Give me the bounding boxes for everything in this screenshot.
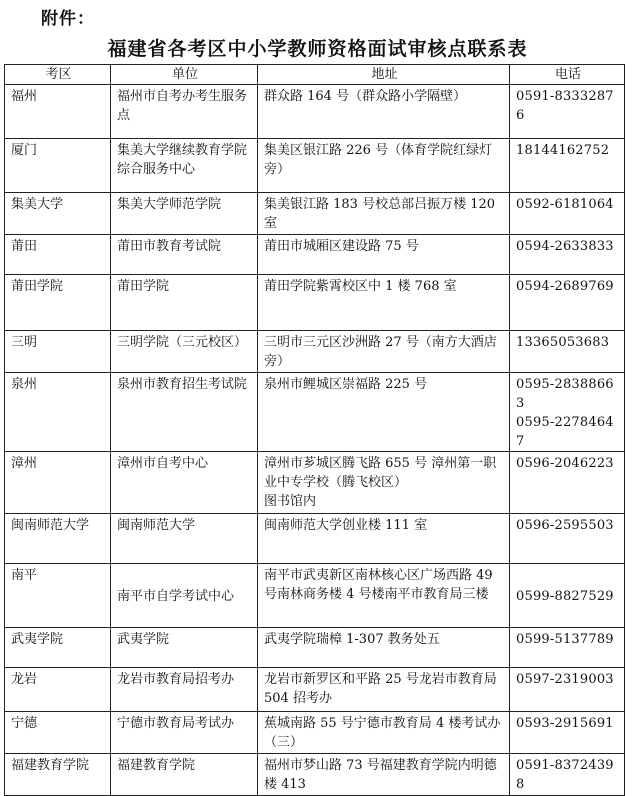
phone-cell: 0592-6181064	[510, 193, 625, 235]
address-cell: 武夷学院瑞樟 1-307 教务处五	[258, 628, 510, 668]
unit-cell: 莆田市教育考试院	[111, 235, 258, 275]
address-cell: 集美区银江路 226 号（体育学院红绿灯旁）	[258, 139, 510, 193]
unit-cell: 武夷学院	[111, 628, 258, 668]
phone-cell: 0596-2046223	[510, 452, 625, 514]
column-header-unit: 单位	[111, 65, 258, 85]
table-row	[5, 373, 625, 452]
phone-cell: 0593-2915691	[510, 712, 625, 754]
address-cell: 莆田学院紫霄校区中 1 楼 768 室	[258, 275, 510, 331]
unit-cell: 集美大学继续教育学院综合服务中心	[111, 139, 258, 193]
column-header-address: 地址	[258, 65, 510, 85]
unit-cell: 漳州市自考中心	[111, 452, 258, 514]
address-cell: 三明市三元区沙洲路 27 号（南方大酒店旁）	[258, 331, 510, 373]
address-cell: 群众路 164 号（群众路小学隔壁）	[258, 85, 510, 139]
unit-cell: 龙岩市教育局招考办	[111, 668, 258, 712]
table-row	[5, 235, 625, 275]
region-cell: 莆田学院	[5, 275, 111, 331]
address-cell: 漳州市芗城区腾飞路 655 号 漳州第一职业中专学校（腾飞校区） 图书馆内	[258, 452, 510, 514]
phone-cell: 13365053683	[510, 331, 625, 373]
unit-cell: 福建教育学院	[111, 754, 258, 796]
region-cell: 福州	[5, 85, 111, 139]
phone-cell: 0594-2633833	[510, 235, 625, 275]
table-row	[5, 331, 625, 373]
table-row	[5, 628, 625, 668]
phone-cell: 0599-8827529	[510, 564, 625, 628]
table-row	[5, 275, 625, 331]
attachment-label: 附件：	[41, 9, 95, 29]
phone-cell: 0596-2595503	[510, 514, 625, 564]
address-cell: 集美银江路 183 号校总部吕振万楼 120 室	[258, 193, 510, 235]
phone-cell: 0595-28388663 0595-22784647	[510, 373, 625, 452]
region-cell: 三明	[5, 331, 111, 373]
table-row	[5, 85, 625, 139]
table-row	[5, 193, 625, 235]
unit-cell: 南平市自学考试中心	[111, 564, 258, 628]
phone-cell: 0597-2319003	[510, 668, 625, 712]
address-cell: 福州市梦山路 73 号福建教育学院内明德楼 413	[258, 754, 510, 796]
unit-cell: 莆田学院	[111, 275, 258, 331]
address-cell: 蕉城南路 55 号宁德市教育局 4 楼考试办（三）	[258, 712, 510, 754]
region-cell: 莆田	[5, 235, 111, 275]
table-row	[5, 514, 625, 564]
table-row	[5, 712, 625, 754]
region-cell: 闽南师范大学	[5, 514, 111, 564]
region-cell: 龙岩	[5, 668, 111, 712]
table-header-row	[5, 65, 625, 85]
region-cell: 厦门	[5, 139, 111, 193]
table-row	[5, 564, 625, 628]
region-cell: 南平	[5, 564, 111, 628]
table-row	[5, 452, 625, 514]
table-row	[5, 754, 625, 796]
address-cell: 泉州市鲤城区崇福路 225 号	[258, 373, 510, 452]
contact-table	[4, 64, 625, 796]
unit-cell: 宁德市教育局考试办	[111, 712, 258, 754]
column-header-region: 考区	[5, 65, 111, 85]
address-cell: 闽南师范大学创业楼 111 室	[258, 514, 510, 564]
region-cell: 福建教育学院	[5, 754, 111, 796]
table-row	[5, 139, 625, 193]
phone-cell: 0591-83332876	[510, 85, 625, 139]
phone-cell: 18144162752	[510, 139, 625, 193]
address-cell: 龙岩市新罗区和平路 25 号龙岩市教育局 504 招考办	[258, 668, 510, 712]
address-cell: 莆田市城厢区建设路 75 号	[258, 235, 510, 275]
phone-cell: 0599-5137789	[510, 628, 625, 668]
phone-cell: 0591-83724398	[510, 754, 625, 796]
column-header-phone: 电话	[510, 65, 625, 85]
region-cell: 集美大学	[5, 193, 111, 235]
region-cell: 宁德	[5, 712, 111, 754]
phone-cell: 0594-2689769	[510, 275, 625, 331]
region-cell: 武夷学院	[5, 628, 111, 668]
unit-cell: 集美大学师范学院	[111, 193, 258, 235]
unit-cell: 三明学院（三元校区）	[111, 331, 258, 373]
unit-cell: 福州市自考办考生服务点	[111, 85, 258, 139]
address-cell: 南平市武夷新区南林核心区广场西路 49 号南林商务楼 4 号楼南平市教育局三楼	[258, 564, 510, 628]
region-cell: 漳州	[5, 452, 111, 514]
table-row	[5, 668, 625, 712]
unit-cell: 泉州市教育招生考试院	[111, 373, 258, 452]
page-title: 福建省各考区中小学教师资格面试审核点联系表	[107, 38, 528, 60]
unit-cell: 闽南师范大学	[111, 514, 258, 564]
region-cell: 泉州	[5, 373, 111, 452]
